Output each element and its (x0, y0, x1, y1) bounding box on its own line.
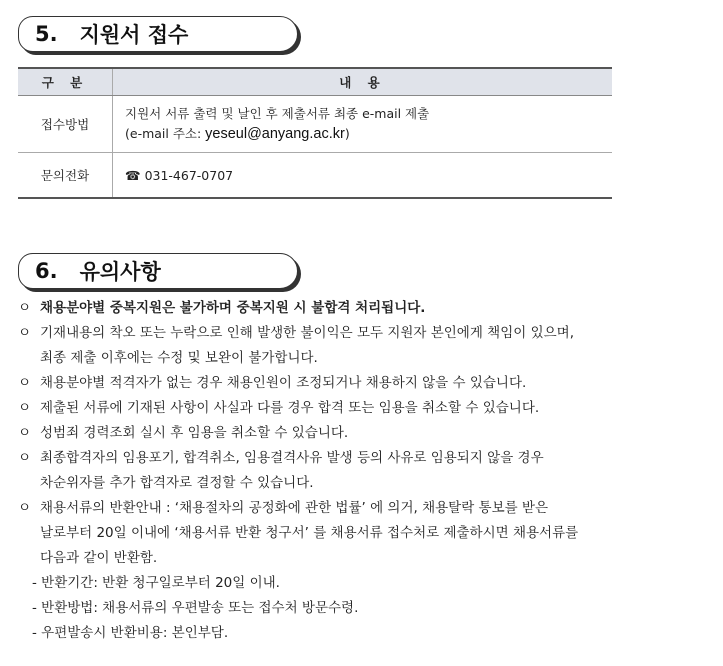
bullet-icon: ㅇ (18, 325, 32, 341)
note-text: 최종합격자의 임용포기, 합격취소, 임용결격사유 발생 등의 사유로 임용되지 않을 경우 (40, 450, 544, 466)
bullet-icon: ㅇ (18, 375, 32, 391)
section-6-heading (18, 253, 298, 289)
note-text: 채용분야별 중복지원은 불가하며 중복지원 시 불합격 처리됩니다. (40, 300, 426, 316)
method-line-1: 지원서 서류 출력 및 날인 후 제출서류 최종 e-mail 제출 (125, 106, 430, 121)
row-content-phone (113, 153, 613, 199)
list-item (18, 396, 718, 421)
section-5-title: 지원서 접수 (79, 23, 189, 47)
bullet-icon: ㅇ (18, 500, 32, 516)
dash-icon: - (32, 625, 37, 641)
note-text: 채용서류의 반환안내 : ‘채용절차의 공정화에 관한 법률’ 에 의거, 채용탈락 통보를 받은 (40, 500, 549, 516)
email-address: yeseul@anyang.ac.kr (205, 126, 345, 142)
note-text: 기재내용의 착오 또는 누락으로 인해 발생한 불이익은 모두 지원자 본인에게 책임이 있으며, (40, 325, 575, 341)
notes-list (18, 296, 718, 646)
header-content: 내 용 (113, 68, 613, 96)
list-item (18, 321, 718, 346)
bullet-icon: ㅇ (18, 300, 32, 316)
section-5-heading (18, 16, 298, 52)
row-label-method: 접수방법 (18, 96, 113, 153)
dash-icon: - (32, 575, 37, 591)
application-table (18, 67, 612, 199)
list-item (18, 446, 718, 471)
row-content-method (113, 96, 613, 153)
sub-item-text: 우편발송시 반환비용: 본인부담. (41, 625, 229, 641)
list-item (18, 296, 718, 321)
note-text: 성범죄 경력조회 실시 후 임용을 취소할 수 있습니다. (40, 425, 349, 441)
table-row (18, 153, 612, 199)
list-item (18, 421, 718, 446)
header-category: 구 분 (18, 68, 113, 96)
sub-item (18, 571, 718, 596)
method-line-2 (125, 124, 611, 144)
note-continuation: 날로부터 20일 이내에 ‘채용서류 반환 청구서’ 를 채용서류 접수처로 제출하시면 채용서류를 (40, 525, 579, 541)
table-header-row (18, 68, 612, 96)
sub-item-text: 반환방법: 채용서류의 우편발송 또는 접수처 방문수령. (41, 600, 359, 616)
note-continuation: 최종 제출 이후에는 수정 및 보완이 불가합니다. (40, 350, 318, 366)
row-label-phone: 문의전화 (18, 153, 113, 199)
note-continuation: 차순위자를 추가 합격자로 결정할 수 있습니다. (40, 475, 314, 491)
list-item (18, 371, 718, 396)
email-suffix: ) (344, 126, 350, 141)
section-6-title: 유의사항 (79, 260, 161, 284)
bullet-icon: ㅇ (18, 400, 32, 416)
list-item (18, 496, 718, 521)
dash-icon: - (32, 600, 37, 616)
sub-item (18, 621, 718, 646)
phone-number: 031-467-0707 (144, 167, 234, 183)
bullet-icon: ㅇ (18, 425, 32, 441)
note-text: 채용분야별 적격자가 없는 경우 채용인원이 조정되거나 채용하지 않을 수 있습니다. (40, 375, 527, 391)
email-prefix: (e-mail 주소: (125, 126, 206, 141)
note-continuation: 다음과 같이 반환함. (40, 550, 158, 566)
section-6-number: 6. (35, 259, 58, 283)
table-row (18, 96, 612, 153)
phone-icon: ☎ (125, 167, 141, 183)
sub-item-text: 반환기간: 반환 청구일로부터 20일 이내. (41, 575, 280, 591)
sub-item (18, 596, 718, 621)
bullet-icon: ㅇ (18, 450, 32, 466)
section-5-number: 5. (35, 22, 58, 46)
note-text: 제출된 서류에 기재된 사항이 사실과 다를 경우 합격 또는 임용을 취소할 수 있습니다. (40, 400, 540, 416)
